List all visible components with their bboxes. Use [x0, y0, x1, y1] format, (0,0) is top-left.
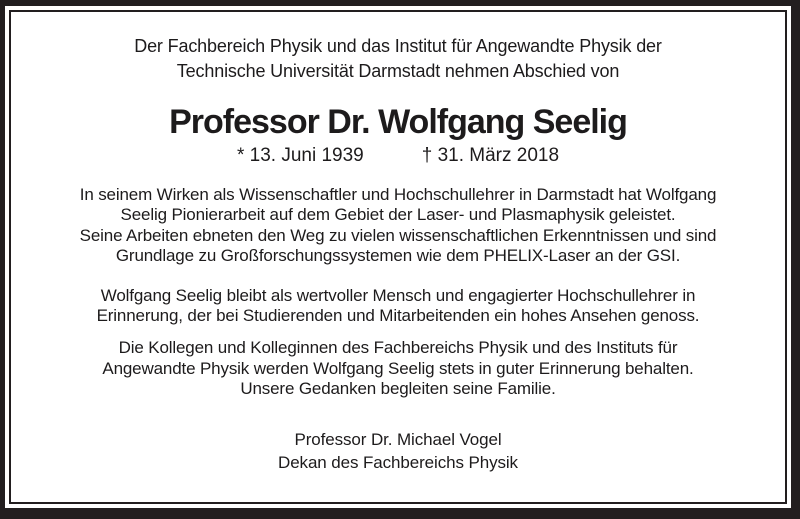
obituary-notice [9, 10, 787, 504]
signatory-name: Professor Dr. Michael Vogel [294, 429, 502, 449]
frame-gap [5, 6, 791, 508]
death-date: † 31. März 2018 [421, 145, 560, 166]
signature-block [11, 428, 785, 474]
paragraph-achievements [11, 185, 785, 267]
paragraph-condolence [11, 338, 785, 399]
paragraph-line: Seine Arbeiten ebneten den Weg zu vielen wissenschaftlichen Erkenntnissen und sind [79, 225, 717, 245]
paragraph-line: Wolfgang Seelig bleibt als wertvoller Mensch und engagierter Hochschullehrer in [100, 285, 696, 305]
paragraph-remembrance [11, 286, 785, 327]
intro-text [11, 34, 785, 84]
intro-line-2: Technische Universität Darmstadt nehmen Abschied von [176, 61, 620, 81]
paragraph-line: Erinnerung, der bei Studierenden und Mitarbeitenden ein hohes Ansehen genoss. [96, 306, 700, 326]
paragraph-line: In seinem Wirken als Wissenschaftler und Hochschullehrer in Darmstadt hat Wolfgang [79, 185, 717, 204]
deceased-name: Professor Dr. Wolfgang Seelig [169, 103, 627, 141]
intro-line-1: Der Fachbereich Physik und das Institut für Angewandte Physik der [134, 36, 662, 56]
paragraph-line: Die Kollegen und Kolleginnen des Fachbereichs Physik und des Instituts für [118, 338, 678, 358]
paragraph-line: Unsere Gedanken begleiten seine Familie. [240, 379, 556, 399]
signatory-title: Dekan des Fachbereichs Physik [278, 452, 518, 472]
paragraph-line: Angewandte Physik werden Wolfgang Seelig stets in guter Erinnerung behalten. [102, 358, 694, 378]
birth-date: * 13. Juni 1939 [236, 145, 364, 166]
paragraph-line: Grundlage zu Großforschungssystemen wie dem PHELIX-Laser an der GSI. [115, 246, 681, 266]
life-dates [11, 144, 785, 168]
paragraph-line: Seelig Pionierarbeit auf dem Gebiet der Laser- und Plasmaphysik geleistet. [120, 205, 676, 225]
